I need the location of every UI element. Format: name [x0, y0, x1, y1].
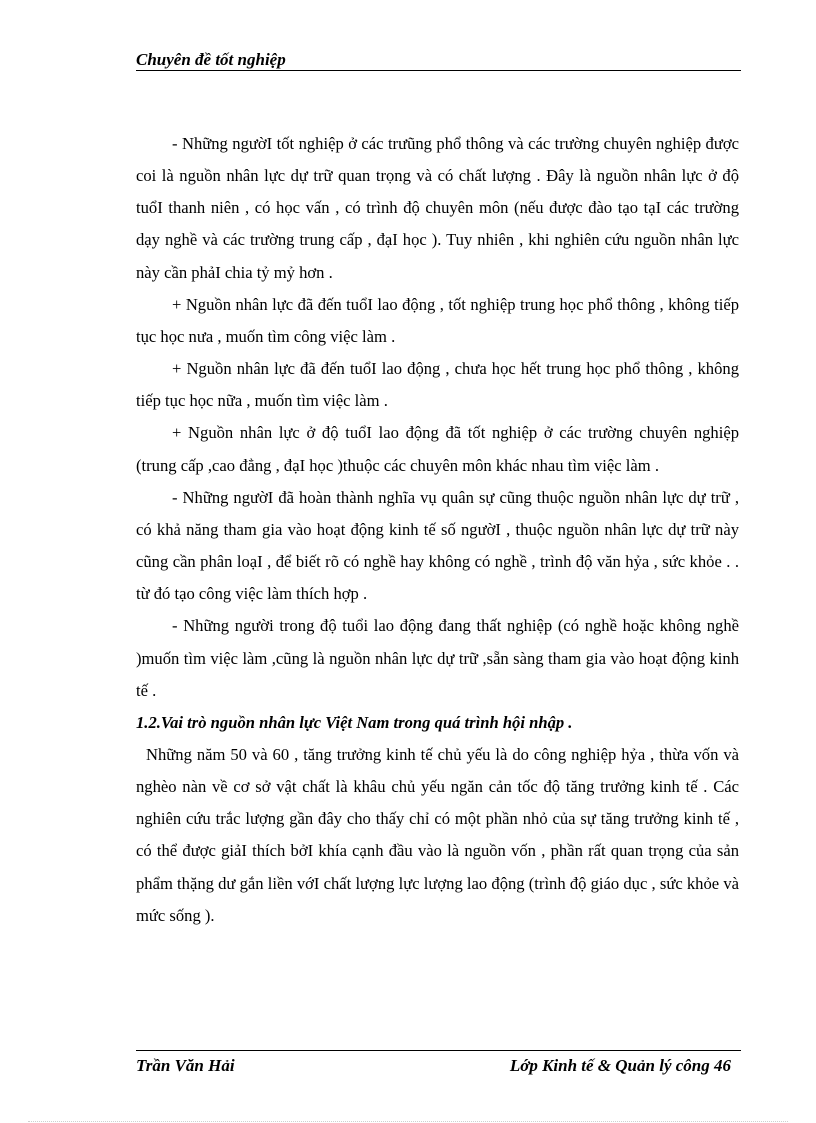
- paragraph-vocational-graduates: + Nguồn nhân lực ở độ tuổI lao động đã tốt nghiệp ở các trường chuyên nghiệp (trung cấp ,cao đẳng , đạI học )thuộc các chuyên môn khác nhau tìm việc làm .: [136, 423, 739, 475]
- page-header-title: Chuyên đề tốt nghiệp: [136, 50, 286, 69]
- paragraph-highschool-graduates: + Nguồn nhân lực đã đến tuổI lao động , tốt nghiệp trung học phổ thông , không tiếp tục học nưa , muốn tìm công việc làm .: [136, 294, 739, 346]
- paragraph-unemployed: - Những người trong độ tuổi lao động đang thất nghiệp (có nghề hoặc không nghề )muốn tìm việc làm ,cũng là nguồn nhân lực dự trữ ,sẵn sàng tham gia vào hoạt động kinh tế .: [136, 616, 739, 700]
- paragraph-military-service: - Những ngườI đã hoàn thành nghĩa vụ quân sự cũng thuộc nguồn nhân lực dự trữ , có khả năng tham gia vào hoạt động kinh tế số ngườI , thuộc nguồn nhân lực dự trữ này cũng cần phân loạI , để biết rõ có nghề hay không có nghề , trình độ văn hỷa , sức khỏe . . từ đó tạo công việc làm thích hợp .: [136, 487, 739, 604]
- paragraph-unfinished-highschool: + Nguồn nhân lực đã đến tuổI lao động , chưa học hết trung học phổ thông , không tiếp tục học nữa , muốn tìm việc làm .: [136, 359, 739, 411]
- page-edge-divider: [28, 1121, 788, 1122]
- paragraph-graduates: - Những ngườI tốt nghiệp ở các trưũng phổ thông và các trường chuyên nghiệp được coi là nguồn nhân lực dự trữ quan trọng và có chất lượng . Đây là nguồn nhân lực ở độ tuổI thanh niên , có học vấn , có trình độ chuyên môn (nếu được đào tạo tạI các trường dạy nghề và các trường trung cấp , đạI học ). Tuy nhiên , khi nghiên cứu nguồn nhân lực này cần phảI chia tỷ mỷ hơn .: [136, 134, 739, 282]
- page-body: [136, 128, 739, 932]
- footer-class-name: Lớp Kinh tế & Quản lý công 46: [509, 1056, 731, 1075]
- section-heading: 1.2.Vai trò nguồn nhân lực Việt Nam trong quá trình hội nhập .: [136, 712, 573, 732]
- paragraph-section-intro: Những năm 50 và 60 , tăng trưởng kinh tế chủ yếu là do công nghiệp hỷa , thừa vốn và nghèo nàn về cơ sở vật chất là khâu chủ yếu ngăn cản tốc độ tăng trưởng kinh tế . Các nghiên cứu trắc lượng gần đây cho thấy chỉ có một phần nhỏ của sự tăng trưởng kinh tế , có thể được giảI thích bởI khía cạnh đầu vào là nguồn vốn , phần rất quan trọng của sản phẩm thặng dư gắn liền vớI chất lượng lực lượng lao động (trình độ giáo dục , sức khỏe và mức sống ).: [136, 744, 739, 925]
- footer-author: Trần Văn Hải: [136, 1056, 235, 1075]
- header-divider: [136, 70, 741, 71]
- footer-divider: [136, 1050, 741, 1051]
